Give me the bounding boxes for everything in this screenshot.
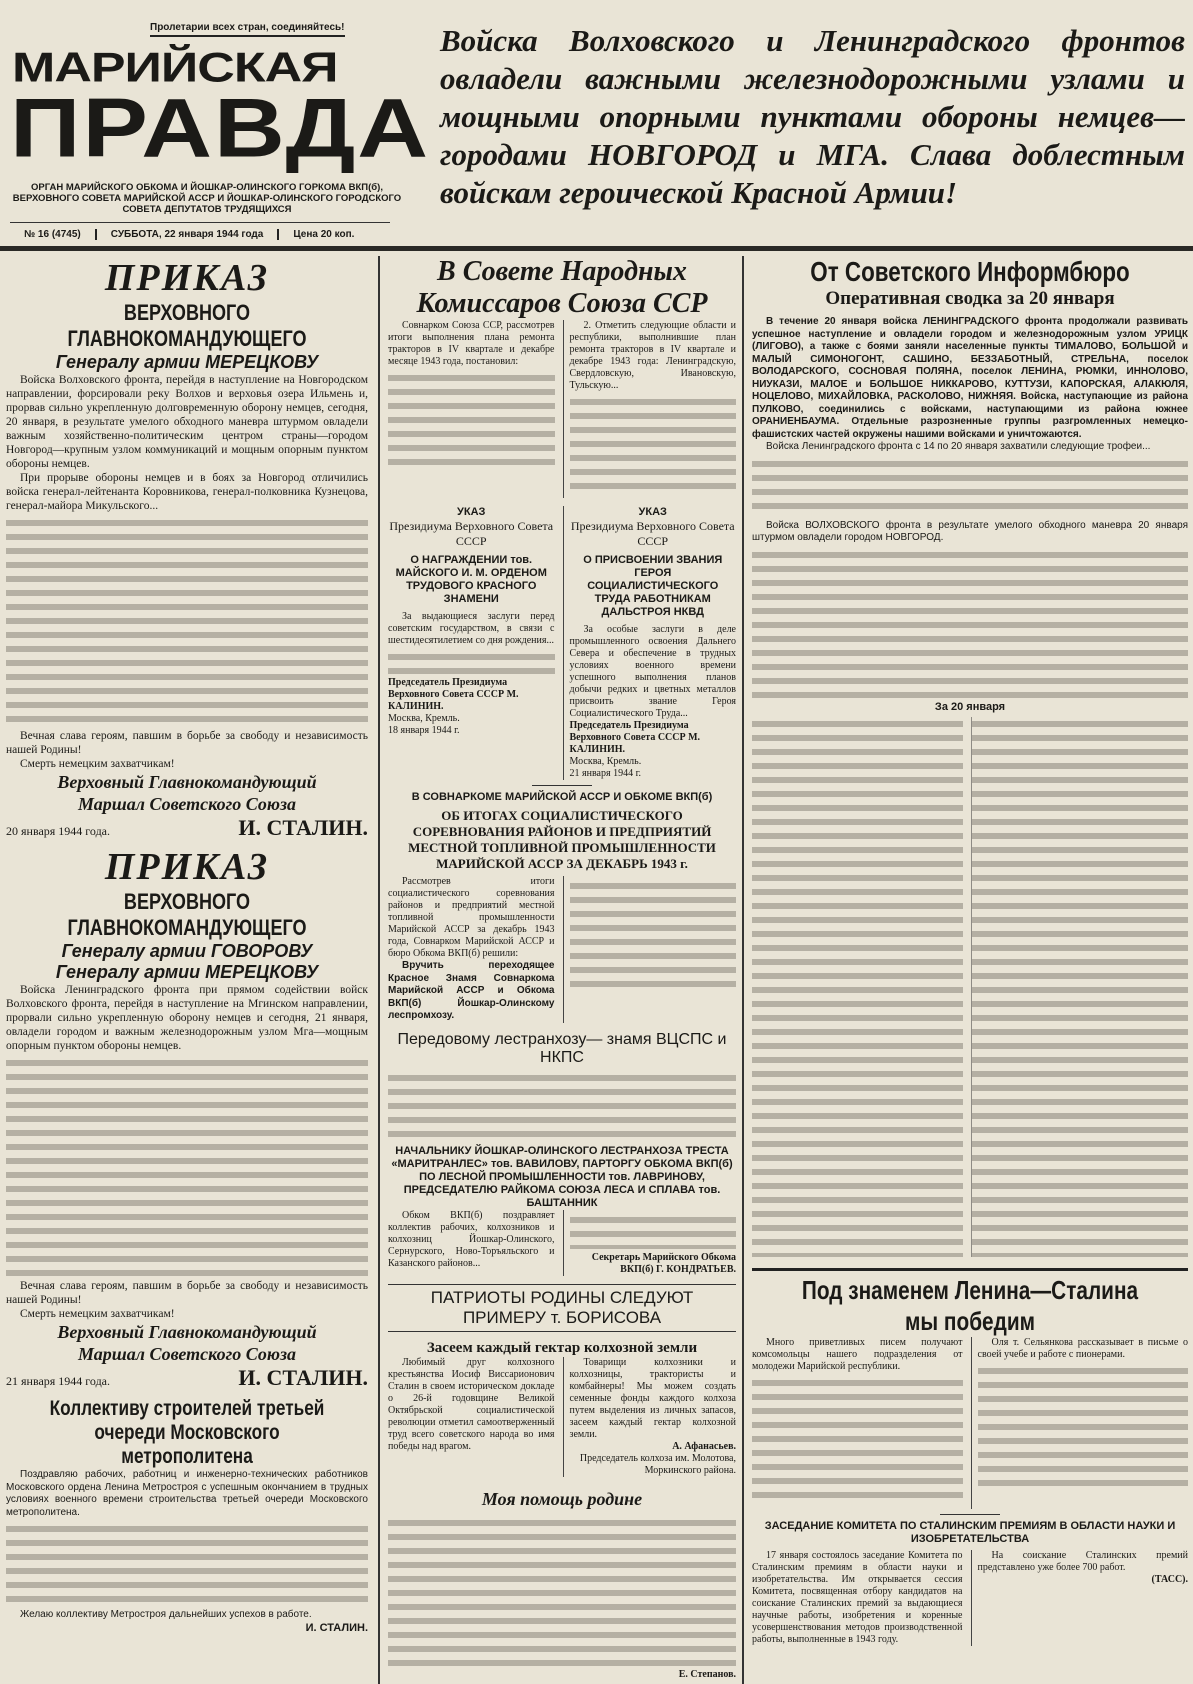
- text-block: [388, 371, 555, 471]
- decree-1: [388, 506, 555, 780]
- help-signature: Е. Степанов.: [678, 1668, 736, 1680]
- informburo-section: За 20 января: [934, 700, 1006, 713]
- snk-title: В Совете Народных Комиссаров Союза ССР: [416, 256, 708, 319]
- paragraph: За особые заслуги в деле промышленного освоения Дальнего Севера и обеспечение в трудных условиях военного времени успешного выполнения планов добычи редких и цветных металлов присвоить звание Героя Социалистического Труда...: [569, 624, 736, 719]
- order-addressee: Генералу армии МЕРЕЦКОВУ: [55, 962, 319, 982]
- masthead-title-line1: МАРИЙСКАЯ: [12, 44, 338, 92]
- paragraph: В течение 20 января войска ЛЕНИНГРАДСКОГО фронта продолжали развивать успешное наступление и овладели городом и железнодорожным узлом УРИЦК (ЛИГОВО), а также с боями заняли населенные пункты ТИМАЛОВО, БОЛЬШОЙ и МАЛЫЙ СИМОНОГОНТ, САШИНО, БЕЗЗАБОТНЫЙ, СТРЕЛЬНА, поселок ВОЛОДАРСКОГО, СОСНОВАЯ ПОЛЯНА, поселок ЛЕНИНА, РЮМКИ, ИННОЛОВО, НИУКАЗИ, МАЛОЕ и БОЛЬШОЕ НИККАРОВО, КУТТУЗИ, КАПОРСКАЯ, АЛАКЮЛЯ, НОЦЕЛОВО, МИХАЙЛОВКА, РАСКОЛОВО, НИЖНЯЯ. Войска, наступающие из района ПУЛКОВО, соединились с войсками, наступающими из района южнее ОРАНИЕНБАУМА. Отдельные разрозненные группы разгромленных немецко-фашистских частей окружены нашими войсками и уничтожаются.: [752, 316, 1188, 440]
- signature-rank: Маршал Советского Союза: [77, 1344, 297, 1364]
- signature-row: [6, 815, 368, 841]
- paragraph: Любимый друг колхозного крестьянства Иосиф Виссарионович Сталин в своем историческом докладе о 26-й годовщине Великой Октябрьской социалистической революции отметил самоотверженный труд всего советского народа во имя победы над врагом.: [388, 1356, 555, 1452]
- decree-date: 21 января 1944 г.: [569, 768, 642, 779]
- signature-rank: Маршал Советского Союза: [77, 794, 297, 814]
- decree-body: Президиума Верховного Совета СССР: [389, 519, 554, 548]
- text-block: [570, 879, 737, 989]
- paragraph: Вечная слава героям, павшим в борьбе за свободу и независимость нашей Родины!: [6, 730, 368, 756]
- divider: [940, 1514, 1000, 1515]
- lenin-body: [752, 1337, 1188, 1509]
- order-addressee: Генералу армии ГОВОРОВУ: [61, 941, 313, 961]
- snk-body: [388, 320, 736, 498]
- order-date: 20 января 1944 года.: [6, 824, 111, 838]
- decrees: [388, 506, 736, 780]
- text-block: [388, 1071, 736, 1139]
- masthead-divider: [0, 246, 1193, 251]
- sow-signature: А. Афанасьев.: [672, 1440, 736, 1452]
- masthead-organ: ОРГАН МАРИЙСКОГО ОБКОМА И ЙОШКАР-ОЛИНСКОГО ГОРКОМА ВКП(б), ВЕРХОВНОГО СОВЕТА МАРИЙСКОЙ АССР И ЙОШКАР-ОЛИНСКОГО ГОРОДСКОГО СОВЕТА ДЕПУТАТОВ ТРУДЯЩИХСЯ: [12, 182, 402, 215]
- sow-body: [388, 1357, 736, 1477]
- right-column: [742, 256, 1188, 1684]
- sow-signature-title: Председатель колхоза им. Молотова, Моркинского района.: [579, 1452, 736, 1476]
- decree-place: Москва, Кремль.: [569, 756, 642, 767]
- paragraph: 2. Отметить следующие области и республики, выполнившие план ремонта тракторов в IV квартале и декабре 1943 года: Ленинградскую, Свердловскую, Ивановскую, Тульскую...: [569, 320, 736, 391]
- sovnarkom-body: [388, 876, 736, 1023]
- front-headline: Войска Волховского и Ленинградского фронтов овладели важными железнодорожными узлами и мощными опорными пунктами обороны немцев—городами НОВГОРОД и МГА. Слава доблестным войскам героической Красной Армии!: [440, 23, 1185, 210]
- signature-title: Верховный Главнокомандующий: [57, 1322, 317, 1342]
- text-block: [752, 457, 1188, 517]
- text-block: [971, 717, 1189, 1257]
- text-block: [388, 650, 555, 674]
- text-block: [6, 516, 368, 726]
- sow-title: Засеем каждый гектар колхозной земли: [426, 1339, 698, 1356]
- informburo-title: От Советского Информбюро: [810, 256, 1130, 287]
- paragraph: Товарищи колхозники и колхозницы, трактористы и комбайнеры! Мы можем создать семенные фонды каждого колхоза путем выделения из личных запасов, засеем каждый гектар колхозной земли.: [569, 1356, 736, 1440]
- paragraph: 17 января состоялось заседание Комитета по Сталинским премиям в области науки и изобретательства. Им открывается сессия Комитета, посвященная отбору кандидатов на соискание Сталинских премий за выдающиеся научные работы, изобретения и коренные усовершенствования методов производственной работы, выполненные в 1943 году.: [752, 1549, 963, 1645]
- decree-date: 18 января 1944 г.: [388, 725, 460, 736]
- help-title: Моя помощь родине: [481, 1488, 643, 1509]
- text-block: [752, 548, 1188, 698]
- informburo-subtitle: Оперативная сводка за 20 января: [825, 288, 1115, 309]
- sovnarkom-title: ОБ ИТОГАХ СОЦИАЛИСТИЧЕСКОГО СОРЕВНОВАНИЯ РАЙОНОВ И ПРЕДПРИЯТИЙ МЕСТНОЙ ТОПЛИВНОЙ ПРОМЫШЛЕННОСТИ МАРИЙСКОЙ АССР ЗА ДЕКАБРЬ 1943 г.: [408, 808, 716, 871]
- text-block: [752, 717, 963, 1257]
- paragraph: Желаю коллективу Метростроя дальнейших успехов в работе.: [20, 1609, 312, 1620]
- decree-2: [563, 506, 737, 780]
- decree-signature: Председатель Президиума Верховного Совета СССР М. КАЛИНИН.: [569, 720, 701, 755]
- order-subtitle: ВЕРХОВНОГО ГЛАВНОКОМАНДУЮЩЕГО: [67, 300, 307, 351]
- paragraph: При прорыве обороны немцев и в боях за Новгород отличились войска генерал-лейтенанта Коровникова, генерал-полковника Кузнецова, генерал-майора Микульского...: [6, 472, 368, 512]
- text-block: [570, 395, 737, 495]
- metro-greeting: [6, 1397, 368, 1634]
- text-block: [978, 1364, 1189, 1494]
- paragraph: Войска ВОЛХОВСКОГО фронта в результате умелого обходного маневра 20 января штурмом овладели городом НОВГОРОД.: [752, 519, 1188, 543]
- order-1: [6, 256, 368, 841]
- paragraph: Войска Ленинградского фронта при прямом содействии войск Волховского фронта, перейдя в наступление на Мгинском направлении, прорвали сильно укрепленную оборону немцев и сегодня, 21 января, овладели городом и важным железнодорожным узлом Мга—мощным опорным пунктом обороны немцев.: [6, 984, 368, 1052]
- telegram-signature: Секретарь Марийского Обкома ВКП(б) Г. КОНДРАТЬЕВ.: [591, 1251, 736, 1275]
- decree-title: О НАГРАЖДЕНИИ тов. МАЙСКОГО И. М. ОРДЕНОМ ТРУДОВОГО КРАСНОГО ЗНАМЕНИ: [395, 554, 547, 605]
- order-subtitle: ВЕРХОВНОГО ГЛАВНОКОМАНДУЮЩЕГО: [67, 889, 307, 940]
- masthead-title-line2: ПРАВДА: [10, 80, 431, 175]
- decree-place: Москва, Кремль.: [388, 713, 460, 724]
- patriots-title: ПАТРИОТЫ РОДИНЫ СЛЕДУЮТ ПРИМЕРУ т. БОРИСОВА: [388, 1284, 736, 1332]
- text-block: [388, 1516, 736, 1666]
- paragraph: Вручить переходящее Красное Знамя Совнаркома Марийской АССР и Обкома ВКП(б) Йошкар-Олинскому леспромхозу.: [388, 960, 555, 1021]
- order-addressee: Генералу армии МЕРЕЦКОВУ: [55, 352, 319, 372]
- lestranhoz-title: Передовому лестранхозу— знамя ВЦСПС и НКПС: [397, 1030, 727, 1066]
- masthead-slogan: Пролетарии всех стран, соединяйтесь!: [150, 22, 345, 37]
- paragraph: За выдающиеся заслуги перед советским государством, в связи с шестидесятилетием со дня рождения...: [388, 611, 555, 646]
- paragraph: Вечная слава героям, павшим в борьбе за свободу и независимость нашей Родины!: [6, 1280, 368, 1306]
- middle-column: [378, 256, 736, 1684]
- decree-body: Президиума Верховного Совета СССР: [570, 519, 735, 548]
- paragraph: Поздравляю рабочих, работниц и инженерно-технических работников Московского ордена Ленина Метростроя с успешным окончанием в трудных условиях военного времени строительства третьей очереди Московского метрополитена.: [6, 1469, 368, 1518]
- sovnarkom-kicker: В СОВНАРКОМЕ МАРИЙСКОЙ АССР И ОБКОМЕ ВКП(б): [411, 791, 713, 803]
- issue-info-bar: [10, 222, 390, 240]
- divider: [532, 785, 592, 786]
- lenin-title: Под знаменем Ленина—Сталина мы победим: [801, 1274, 1139, 1336]
- paragraph: Смерть немецким захватчикам!: [20, 758, 175, 770]
- signature-name: И. СТАЛИН.: [238, 815, 368, 840]
- left-column: [6, 256, 368, 1684]
- decree-title: О ПРИСВОЕНИИ ЗВАНИЯ ГЕРОЯ СОЦИАЛИСТИЧЕСКОГО ТРУДА РАБОТНИКАМ ДАЛЬСТРОЯ НКВД: [583, 554, 723, 618]
- issue-number: № 16 (4745): [10, 229, 97, 240]
- decree-label: УКАЗ: [638, 506, 667, 518]
- paragraph: Смерть немецким захватчикам!: [20, 1308, 175, 1320]
- metro-title: Коллективу строителей третьей очереди Московского метрополитена: [49, 1397, 325, 1468]
- text-block: [6, 1522, 368, 1606]
- text-block: [6, 1056, 368, 1276]
- order-2: [6, 845, 368, 1391]
- informburo-body: [752, 714, 1188, 1260]
- paragraph: Оля т. Сельянкова рассказывает в письме о своей учебе и работе с пионерами.: [977, 1336, 1188, 1360]
- signature-name: И. СТАЛИН.: [238, 1365, 368, 1390]
- decree-signature: Председатель Президиума Верховного Совета СССР М. КАЛИНИН.: [388, 677, 519, 712]
- committee-source: (ТАСС).: [1151, 1573, 1188, 1585]
- issue-date: СУББОТА, 22 января 1944 года: [97, 229, 280, 240]
- paragraph: Войска Ленинградского фронта с 14 по 20 января захватили следующие трофеи...: [766, 441, 1151, 452]
- text-block: [570, 1213, 737, 1249]
- paragraph: Обком ВКП(б) поздравляет коллектив рабочих, колхозников и колхозниц Йошкар-Олинского, Сернурского, Ново-Торъяльского и Казанского районов...: [388, 1209, 555, 1269]
- order-title: ПРИКАЗ: [104, 846, 270, 888]
- paragraph: Войска Волховского фронта, перейдя в наступление на Новгородском направлении, форсировали реку Волхов и верховья озера Ильмень и, прорвав сильно укрепленную долговременную оборону немцев, сегодня, 20 января, в результате умелого обходного маневра штурмом овладели важным хозяйственно-политическим центром страны—городом Новгород—крупным узлом коммуникаций и мощным опорным пунктом обороны немцев.: [6, 374, 368, 470]
- order-date: 21 января 1944 года.: [6, 1374, 111, 1388]
- decree-label: УКАЗ: [457, 506, 486, 518]
- telegram-body: [388, 1210, 736, 1276]
- committee-title: ЗАСЕДАНИЕ КОМИТЕТА ПО СТАЛИНСКИМ ПРЕМИЯМ В ОБЛАСТИ НАУКИ И ИЗОБРЕТАТЕЛЬСТВА: [764, 1519, 1176, 1545]
- text-block: [752, 1376, 963, 1506]
- paragraph: Много приветливых писем получают комсомольцы нашего подразделения от молодежи Марийской республики.: [752, 1336, 963, 1372]
- committee-body: [752, 1550, 1188, 1646]
- paragraph: На соискание Сталинских премий представлено уже более 700 работ.: [977, 1549, 1188, 1573]
- telegram-title: НАЧАЛЬНИКУ ЙОШКАР-ОЛИНСКОГО ЛЕСТРАНХОЗА ТРЕСТА «МАРИТРАНЛЕС» тов. ВАВИЛОВУ, ПАРТОРГУ ОБКОМА ВКП(б) ПО ЛЕСНОЙ ПРОМЫШЛЕННОСТИ тов. ЛАВРИНОВУ, ПРЕДСЕДАТЕЛЮ РАЙКОМА СОЮЗА ЛЕСА И СПЛАВА тов. БАШТАННИК: [391, 1144, 733, 1209]
- signature-title: Верховный Главнокомандующий: [57, 772, 317, 792]
- signature-name: И. СТАЛИН.: [305, 1621, 368, 1634]
- issue-price: Цена 20 коп.: [293, 229, 355, 240]
- signature-row: [6, 1365, 368, 1391]
- paragraph: Совнарком Союза ССР, рассмотрев итоги выполнения плана ремонта тракторов в IV квартале и декабре месяце 1943 года, постановил:: [388, 320, 555, 367]
- order-title: ПРИКАЗ: [104, 257, 270, 299]
- paragraph: Рассмотрев итоги социалистического соревнования районов и предприятий местной топливной промышленности Марийской АССР за декабрь 1943 года, Совнарком Марийской АССР и бюро Обкома ВКП(б) решили:: [388, 876, 555, 959]
